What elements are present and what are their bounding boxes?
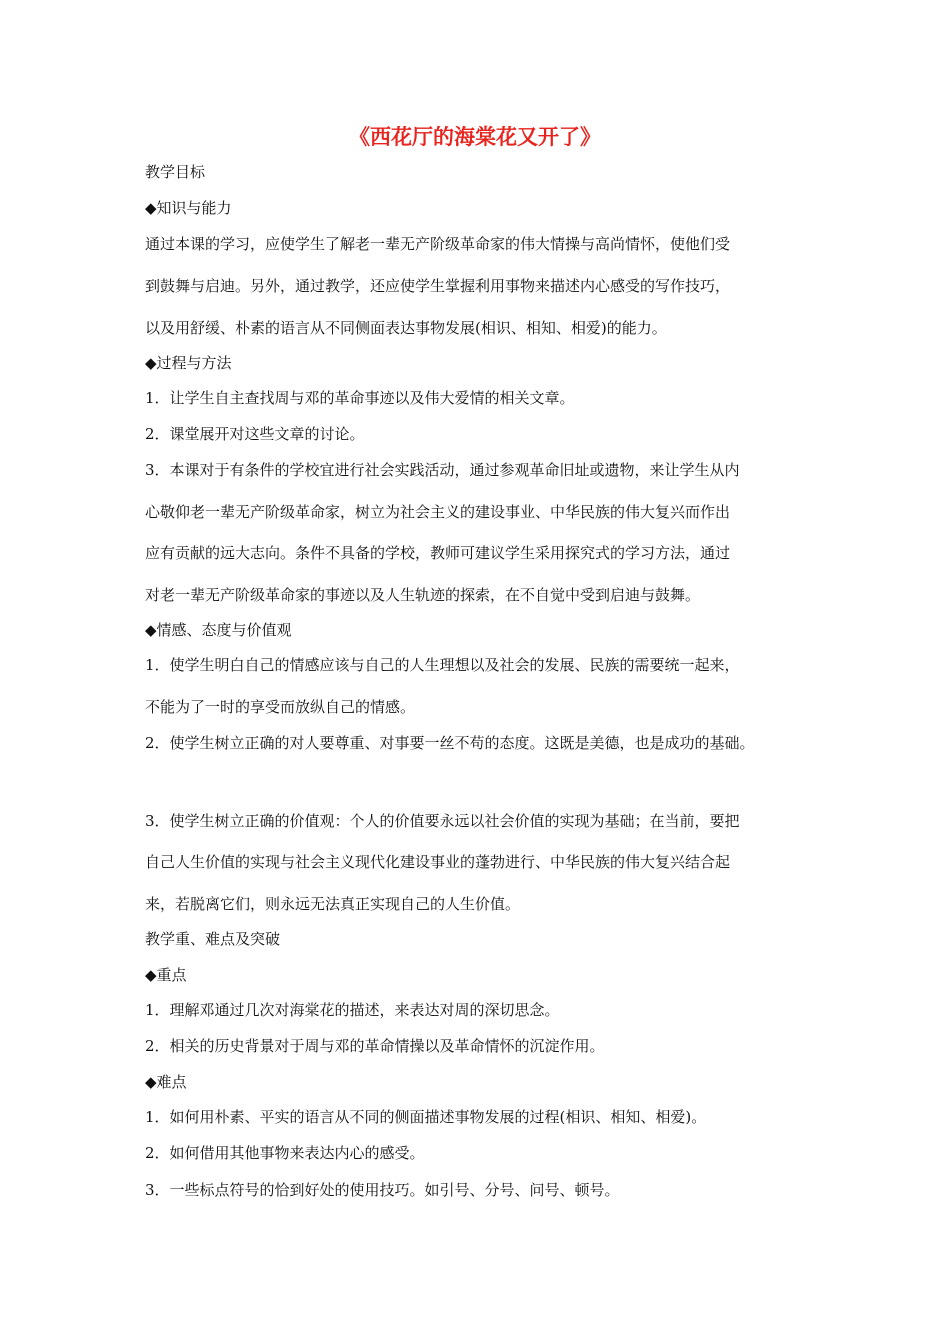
list-item: 3．使学生树立正确的价值观：个人的价值要永远以社会价值的实现为基础；在当前，要把 [145, 812, 740, 830]
paragraph-line: 心敬仰老一辈无产阶级革命家，树立为社会主义的建设事业、中华民族的伟大复兴而作出 [145, 503, 731, 521]
document-title: 《西花厅的海棠花又开了》 [349, 125, 601, 149]
section-heading-key-points: 教学重、难点及突破 [145, 930, 281, 948]
section-heading-objectives: 教学目标 [145, 163, 206, 181]
subheading-focus: ◆重点 [145, 966, 187, 984]
paragraph-line: 通过本课的学习，应使学生了解老一辈无产阶级革命家的伟大情操与高尚情怀，使他们受 [145, 235, 731, 253]
list-item: 1．使学生明白自己的情感应该与自己的人生理想以及社会的发展、民族的需要统一起来， [145, 656, 740, 674]
subheading-difficulty: ◆难点 [145, 1073, 187, 1091]
list-item: 2．相关的历史背景对于周与邓的革命情操以及革命情怀的沉淀作用。 [145, 1037, 605, 1055]
list-item: 2．课堂展开对这些文章的讨论。 [145, 425, 365, 443]
list-item: 1．如何用朴素、平实的语言从不同的侧面描述事物发展的过程(相识、相知、相爱)。 [145, 1108, 707, 1126]
subheading-process-method: ◆过程与方法 [145, 354, 232, 372]
list-item: 2．使学生树立正确的对人要尊重、对事要一丝不苟的态度。这既是美德，也是成功的基础。 [145, 734, 755, 752]
list-item: 1．让学生自主查找周与邓的革命事迹以及伟大爱情的相关文章。 [145, 389, 575, 407]
subheading-emotion-values: ◆情感、态度与价值观 [145, 621, 292, 639]
paragraph-line: 应有贡献的远大志向。条件不具备的学校，教师可建议学生采用探究式的学习方法，通过 [145, 544, 731, 562]
list-item: 3．本课对于有条件的学校宜进行社会实践活动，通过参观革命旧址或遗物，来让学生从内 [145, 461, 740, 479]
list-item: 3．一些标点符号的恰到好处的使用技巧。如引号、分号、问号、顿号。 [145, 1181, 620, 1199]
paragraph-line: 以及用舒缓、朴素的语言从不同侧面表达事物发展(相识、相知、相爱)的能力。 [145, 319, 667, 337]
paragraph-line: 对老一辈无产阶级革命家的事迹以及人生轨迹的探索，在不自觉中受到启迪与鼓舞。 [145, 586, 701, 604]
paragraph-line: 来，若脱离它们，则永远无法真正实现自己的人生价值。 [145, 895, 521, 913]
subheading-knowledge-ability: ◆知识与能力 [145, 199, 232, 217]
list-item: 1．理解邓通过几次对海棠花的描述，来表达对周的深切思念。 [145, 1001, 560, 1019]
list-item: 2．如何借用其他事物来表达内心的感受。 [145, 1144, 425, 1162]
paragraph-line: 自己人生价值的实现与社会主义现代化建设事业的蓬勃进行、中华民族的伟大复兴结合起 [145, 853, 731, 871]
paragraph-line: 到鼓舞与启迪。另外，通过教学，还应使学生掌握利用事物来描述内心感受的写作技巧， [145, 277, 731, 295]
paragraph-line: 不能为了一时的享受而放纵自己的情感。 [145, 698, 416, 716]
